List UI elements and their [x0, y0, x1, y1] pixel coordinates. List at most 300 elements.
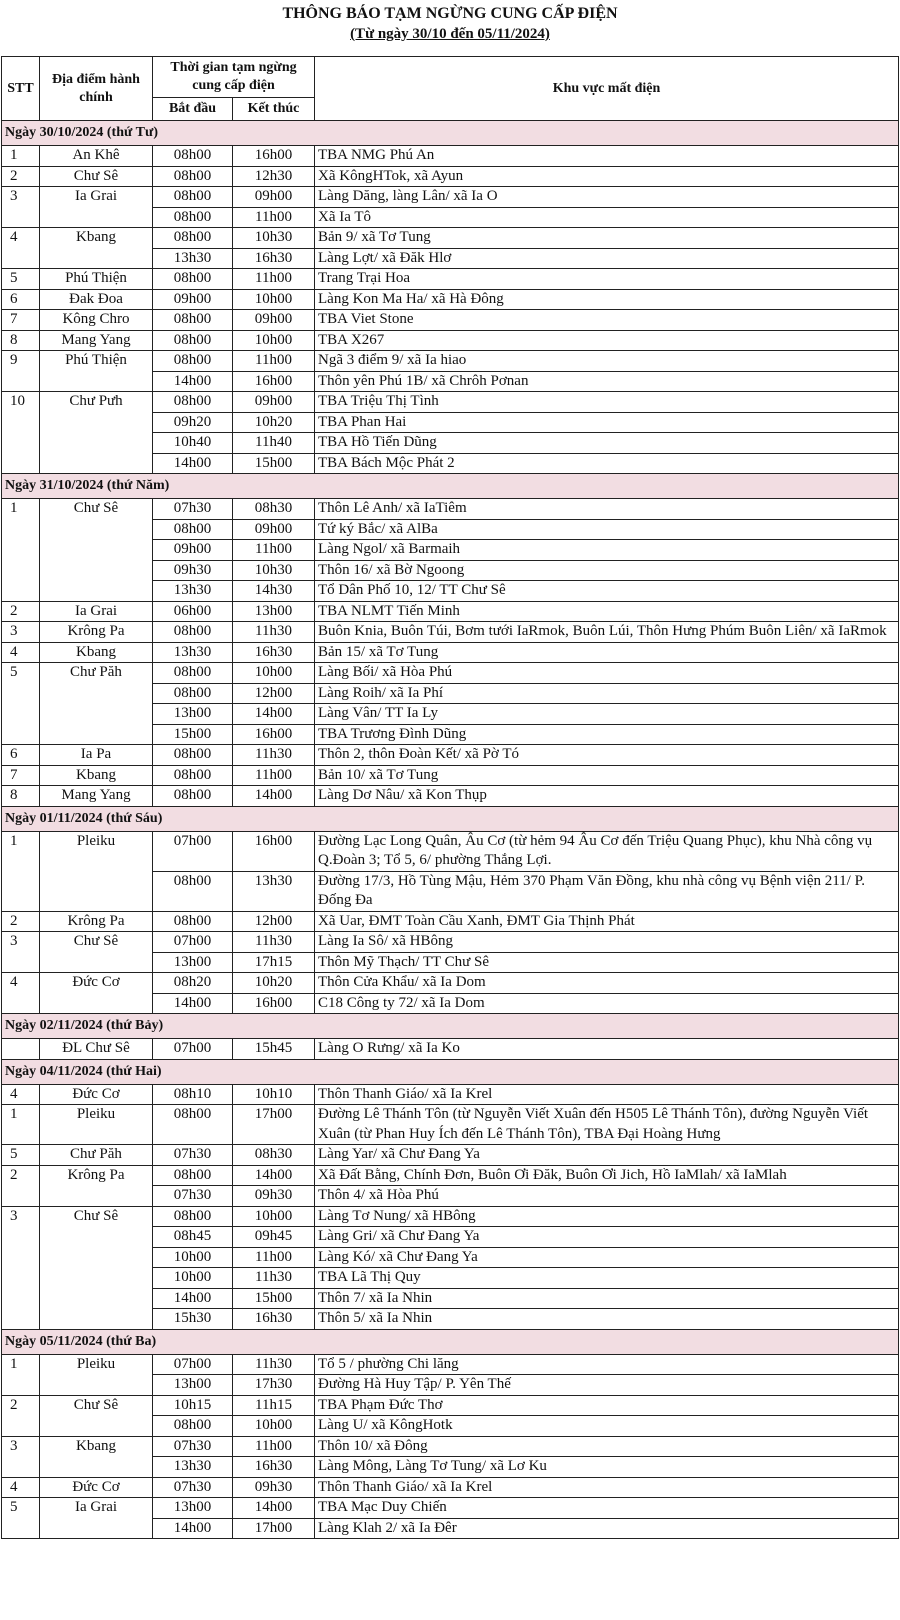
- area-cell: Làng Dơ Nâu/ xã Kon Thụp: [315, 786, 899, 807]
- notice-subtitle: [0, 24, 900, 44]
- end-time-cell: 16h30: [233, 1457, 315, 1478]
- stt-cell: 1: [2, 1105, 40, 1145]
- end-time-cell: 11h30: [233, 622, 315, 643]
- stt-cell: [2, 453, 40, 474]
- end-time-cell: 10h10: [233, 1084, 315, 1105]
- table-row: [2, 663, 899, 684]
- start-time-cell: 08h00: [153, 519, 233, 540]
- location-cell: Đức Cơ: [40, 1477, 153, 1498]
- location-cell: Krông Pa: [40, 911, 153, 932]
- location-cell: [40, 560, 153, 581]
- header-row: [2, 57, 899, 98]
- table-row: [2, 187, 899, 208]
- stt-cell: [2, 1518, 40, 1539]
- start-time-cell: 09h00: [153, 289, 233, 310]
- stt-cell: [2, 871, 40, 911]
- start-time-cell: 08h00: [153, 745, 233, 766]
- table-row: [2, 1309, 899, 1330]
- start-time-cell: 07h30: [153, 1186, 233, 1207]
- header-end: Kết thúc: [233, 98, 315, 121]
- area-cell: TBA Phạm Đức Thơ: [315, 1395, 899, 1416]
- location-cell: Chư Sê: [40, 166, 153, 187]
- stt-cell: 2: [2, 166, 40, 187]
- table-row: [2, 499, 899, 520]
- stt-cell: [2, 704, 40, 725]
- start-time-cell: 10h00: [153, 1268, 233, 1289]
- area-cell: Ngã 3 điểm 9/ xã Ia hiao: [315, 351, 899, 372]
- end-time-cell: 10h20: [233, 412, 315, 433]
- table-row: [2, 724, 899, 745]
- location-cell: [40, 581, 153, 602]
- start-time-cell: 08h00: [153, 269, 233, 290]
- stt-cell: 1: [2, 831, 40, 871]
- stt-cell: [2, 581, 40, 602]
- stt-cell: 3: [2, 187, 40, 208]
- area-cell: Bản 15/ xã Tơ Tung: [315, 642, 899, 663]
- stt-cell: [2, 1416, 40, 1437]
- start-time-cell: 14h00: [153, 993, 233, 1014]
- end-time-cell: 14h00: [233, 786, 315, 807]
- stt-cell: 4: [2, 1477, 40, 1498]
- location-cell: [40, 1457, 153, 1478]
- table-row: [2, 1498, 899, 1519]
- start-time-cell: 08h00: [153, 786, 233, 807]
- stt-cell: [2, 207, 40, 228]
- start-time-cell: 08h10: [153, 1084, 233, 1105]
- day-label: Ngày 04/11/2024 (thứ Hai): [2, 1059, 899, 1084]
- day-header-row: [2, 1329, 899, 1354]
- day-header-row: [2, 806, 899, 831]
- location-cell: Chư Sê: [40, 1206, 153, 1227]
- stt-cell: 3: [2, 932, 40, 953]
- start-time-cell: 13h00: [153, 952, 233, 973]
- start-time-cell: 08h00: [153, 207, 233, 228]
- table-row: [2, 1436, 899, 1457]
- table-row: [2, 412, 899, 433]
- end-time-cell: 08h30: [233, 1145, 315, 1166]
- start-time-cell: 10h15: [153, 1395, 233, 1416]
- stt-cell: 8: [2, 786, 40, 807]
- table-row: [2, 392, 899, 413]
- stt-cell: [2, 1268, 40, 1289]
- table-row: [2, 1247, 899, 1268]
- day-header-row: [2, 1014, 899, 1039]
- location-cell: [40, 704, 153, 725]
- end-time-cell: 12h00: [233, 911, 315, 932]
- location-cell: [40, 993, 153, 1014]
- end-time-cell: 11h00: [233, 1247, 315, 1268]
- end-time-cell: 14h00: [233, 704, 315, 725]
- table-row: [2, 351, 899, 372]
- start-time-cell: 07h30: [153, 1477, 233, 1498]
- end-time-cell: 10h30: [233, 560, 315, 581]
- location-cell: Ia Pa: [40, 745, 153, 766]
- table-row: [2, 540, 899, 561]
- header-location: Địa điểm hành chính: [40, 57, 153, 121]
- area-cell: Làng Mông, Làng Tơ Tung/ xã Lơ Ku: [315, 1457, 899, 1478]
- start-time-cell: 13h30: [153, 248, 233, 269]
- area-cell: Đường Hà Huy Tập/ P. Yên Thế: [315, 1375, 899, 1396]
- start-time-cell: 15h00: [153, 724, 233, 745]
- start-time-cell: 13h30: [153, 581, 233, 602]
- area-cell: TBA Trương Đình Dũng: [315, 724, 899, 745]
- stt-cell: 4: [2, 973, 40, 994]
- location-cell: Ia Grai: [40, 187, 153, 208]
- area-cell: Làng Lợt/ xã Đăk Hlơ: [315, 248, 899, 269]
- table-row: [2, 704, 899, 725]
- end-time-cell: 09h00: [233, 187, 315, 208]
- header-start: Bắt đầu: [153, 98, 233, 121]
- end-time-cell: 13h00: [233, 601, 315, 622]
- location-cell: Chư Sê: [40, 499, 153, 520]
- date-range: (Từ ngày 30/10 đến 05/11/2024): [350, 26, 550, 42]
- start-time-cell: 09h00: [153, 540, 233, 561]
- location-cell: [40, 412, 153, 433]
- end-time-cell: 16h00: [233, 831, 315, 871]
- stt-cell: 5: [2, 663, 40, 684]
- end-time-cell: 17h30: [233, 1375, 315, 1396]
- stt-cell: 5: [2, 1498, 40, 1519]
- stt-cell: [2, 1309, 40, 1330]
- table-row: [2, 166, 899, 187]
- location-cell: Chư Sê: [40, 932, 153, 953]
- end-time-cell: 16h00: [233, 724, 315, 745]
- start-time-cell: 08h00: [153, 1206, 233, 1227]
- area-cell: Làng Gri/ xã Chư Đang Ya: [315, 1227, 899, 1248]
- day-label: Ngày 30/10/2024 (thứ Tư): [2, 121, 899, 146]
- stt-cell: 4: [2, 228, 40, 249]
- area-cell: Làng U/ xã KôngHotk: [315, 1416, 899, 1437]
- area-cell: Thôn Thanh Giáo/ xã Ia Krel: [315, 1084, 899, 1105]
- stt-cell: [2, 1227, 40, 1248]
- location-cell: [40, 683, 153, 704]
- area-cell: Làng Klah 2/ xã Ia Đêr: [315, 1518, 899, 1539]
- location-cell: [40, 1309, 153, 1330]
- area-cell: Thôn 7/ xã Ia Nhin: [315, 1288, 899, 1309]
- location-cell: [40, 724, 153, 745]
- table-body: [2, 121, 899, 1539]
- area-cell: Đường Lạc Long Quân, Âu Cơ (từ hẻm 94 Âu Cơ đến Triệu Quang Phục), khu Nhà công vụ Q.Đoàn 3; Tổ 5, 6/ phường Thắng Lợi.: [315, 831, 899, 871]
- start-time-cell: 08h00: [153, 392, 233, 413]
- stt-cell: 3: [2, 1436, 40, 1457]
- end-time-cell: 13h30: [233, 871, 315, 911]
- start-time-cell: 08h00: [153, 1105, 233, 1145]
- location-cell: [40, 248, 153, 269]
- start-time-cell: 08h00: [153, 351, 233, 372]
- end-time-cell: 16h30: [233, 1309, 315, 1330]
- start-time-cell: 10h40: [153, 433, 233, 454]
- start-time-cell: 13h00: [153, 1498, 233, 1519]
- header-time-group: Thời gian tạm ngừng cung cấp điện: [153, 57, 315, 98]
- start-time-cell: 14h00: [153, 453, 233, 474]
- stt-cell: [2, 371, 40, 392]
- table-row: [2, 786, 899, 807]
- end-time-cell: 14h00: [233, 1498, 315, 1519]
- stt-cell: 7: [2, 765, 40, 786]
- stt-cell: 6: [2, 289, 40, 310]
- stt-cell: [2, 1247, 40, 1268]
- area-cell: TBA Lã Thị Quy: [315, 1268, 899, 1289]
- stt-cell: 5: [2, 269, 40, 290]
- stt-cell: 2: [2, 601, 40, 622]
- table-row: [2, 642, 899, 663]
- table-row: [2, 601, 899, 622]
- end-time-cell: 09h00: [233, 392, 315, 413]
- table-row: [2, 911, 899, 932]
- end-time-cell: 15h45: [233, 1039, 315, 1060]
- table-row: [2, 146, 899, 167]
- start-time-cell: 08h00: [153, 1165, 233, 1186]
- area-cell: Thôn 5/ xã Ia Nhin: [315, 1309, 899, 1330]
- location-cell: Chư Păh: [40, 663, 153, 684]
- stt-cell: 6: [2, 745, 40, 766]
- end-time-cell: 11h40: [233, 433, 315, 454]
- end-time-cell: 11h00: [233, 540, 315, 561]
- start-time-cell: 15h30: [153, 1309, 233, 1330]
- day-header-row: [2, 474, 899, 499]
- area-cell: Thôn Lê Anh/ xã IaTiêm: [315, 499, 899, 520]
- location-cell: [40, 1186, 153, 1207]
- location-cell: Mang Yang: [40, 330, 153, 351]
- location-cell: Đak Đoa: [40, 289, 153, 310]
- start-time-cell: 08h00: [153, 146, 233, 167]
- stt-cell: 2: [2, 911, 40, 932]
- end-time-cell: 11h30: [233, 932, 315, 953]
- start-time-cell: 08h00: [153, 683, 233, 704]
- start-time-cell: 08h45: [153, 1227, 233, 1248]
- start-time-cell: 07h30: [153, 1145, 233, 1166]
- location-cell: Pleiku: [40, 1354, 153, 1375]
- stt-cell: 2: [2, 1165, 40, 1186]
- end-time-cell: 17h15: [233, 952, 315, 973]
- stt-cell: 1: [2, 1354, 40, 1375]
- header-stt: STT: [2, 57, 40, 121]
- end-time-cell: 10h00: [233, 1206, 315, 1227]
- area-cell: Xã Uar, ĐMT Toàn Cầu Xanh, ĐMT Gia Thịnh Phát: [315, 911, 899, 932]
- area-cell: Làng Yar/ xã Chư Đang Ya: [315, 1145, 899, 1166]
- table-row: [2, 622, 899, 643]
- start-time-cell: 08h00: [153, 166, 233, 187]
- location-cell: Kông Chro: [40, 310, 153, 331]
- table-row: [2, 932, 899, 953]
- end-time-cell: 15h00: [233, 453, 315, 474]
- end-time-cell: 17h00: [233, 1105, 315, 1145]
- header-area: Khu vực mất điện: [315, 57, 899, 121]
- location-cell: [40, 519, 153, 540]
- area-cell: Buôn Knia, Buôn Túi, Bơm tưới IaRmok, Buôn Lúi, Thôn Hưng Phúm Buôn Liên/ xã IaRmok: [315, 622, 899, 643]
- end-time-cell: 11h30: [233, 1268, 315, 1289]
- table-row: [2, 1084, 899, 1105]
- day-header-row: [2, 121, 899, 146]
- location-cell: Krông Pa: [40, 622, 153, 643]
- stt-cell: [2, 433, 40, 454]
- end-time-cell: 11h30: [233, 745, 315, 766]
- start-time-cell: 07h30: [153, 1436, 233, 1457]
- area-cell: Làng Ngol/ xã Barmaih: [315, 540, 899, 561]
- end-time-cell: 11h00: [233, 207, 315, 228]
- stt-cell: [2, 560, 40, 581]
- area-cell: TBA Triệu Thị Tình: [315, 392, 899, 413]
- table-row: [2, 1268, 899, 1289]
- area-cell: Làng Ia Sô/ xã HBông: [315, 932, 899, 953]
- table-row: [2, 1227, 899, 1248]
- area-cell: TBA NMG Phú An: [315, 146, 899, 167]
- start-time-cell: 07h00: [153, 831, 233, 871]
- area-cell: Thôn yên Phú 1B/ xã Chrôh Pơnan: [315, 371, 899, 392]
- start-time-cell: 09h20: [153, 412, 233, 433]
- area-cell: Xã Ia Tô: [315, 207, 899, 228]
- location-cell: [40, 1416, 153, 1437]
- location-cell: [40, 1247, 153, 1268]
- start-time-cell: 10h00: [153, 1247, 233, 1268]
- table-row: [2, 519, 899, 540]
- end-time-cell: 16h00: [233, 371, 315, 392]
- stt-cell: [2, 248, 40, 269]
- end-time-cell: 11h30: [233, 1354, 315, 1375]
- start-time-cell: 07h00: [153, 1039, 233, 1060]
- end-time-cell: 14h00: [233, 1165, 315, 1186]
- area-cell: C18 Công ty 72/ xã Ia Dom: [315, 993, 899, 1014]
- table-row: [2, 453, 899, 474]
- table-row: [2, 765, 899, 786]
- area-cell: Tổ Dân Phố 10, 12/ TT Chư Sê: [315, 581, 899, 602]
- location-cell: Pleiku: [40, 1105, 153, 1145]
- table-row: [2, 683, 899, 704]
- location-cell: Phú Thiện: [40, 351, 153, 372]
- area-cell: Thôn Mỹ Thạch/ TT Chư Sê: [315, 952, 899, 973]
- start-time-cell: 13h00: [153, 1375, 233, 1396]
- start-time-cell: 08h00: [153, 663, 233, 684]
- area-cell: Làng O Rưng/ xã Ia Ko: [315, 1039, 899, 1060]
- start-time-cell: 06h00: [153, 601, 233, 622]
- start-time-cell: 14h00: [153, 371, 233, 392]
- start-time-cell: 13h30: [153, 1457, 233, 1478]
- location-cell: Phú Thiện: [40, 269, 153, 290]
- location-cell: [40, 540, 153, 561]
- stt-cell: 1: [2, 499, 40, 520]
- end-time-cell: 16h00: [233, 146, 315, 167]
- stt-cell: [2, 683, 40, 704]
- table-row: [2, 1457, 899, 1478]
- table-row: [2, 1206, 899, 1227]
- day-label: Ngày 31/10/2024 (thứ Năm): [2, 474, 899, 499]
- location-cell: [40, 453, 153, 474]
- location-cell: [40, 1268, 153, 1289]
- start-time-cell: 08h00: [153, 871, 233, 911]
- stt-cell: [2, 1457, 40, 1478]
- table-row: [2, 1375, 899, 1396]
- stt-cell: 9: [2, 351, 40, 372]
- area-cell: TBA Hồ Tiến Dũng: [315, 433, 899, 454]
- start-time-cell: 08h00: [153, 330, 233, 351]
- table-row: [2, 1039, 899, 1060]
- stt-cell: [2, 412, 40, 433]
- location-cell: [40, 433, 153, 454]
- location-cell: Chư Pưh: [40, 392, 153, 413]
- area-cell: Làng Roih/ xã Ia Phí: [315, 683, 899, 704]
- table-row: [2, 1354, 899, 1375]
- table-row: [2, 831, 899, 871]
- location-cell: [40, 1518, 153, 1539]
- location-cell: Mang Yang: [40, 786, 153, 807]
- end-time-cell: 17h00: [233, 1518, 315, 1539]
- area-cell: Thôn Thanh Giáo/ xã Ia Krel: [315, 1477, 899, 1498]
- table-row: [2, 289, 899, 310]
- stt-cell: 7: [2, 310, 40, 331]
- start-time-cell: 13h00: [153, 704, 233, 725]
- area-cell: Làng Kó/ xã Chư Đang Ya: [315, 1247, 899, 1268]
- start-time-cell: 14h00: [153, 1518, 233, 1539]
- start-time-cell: 07h00: [153, 932, 233, 953]
- area-cell: Đường Lê Thánh Tôn (từ Nguyễn Viết Xuân đến H505 Lê Thánh Tôn), đường Nguyễn Viết Xuân (từ Phan Huy Ích đến Lê Thánh Tôn), TBA Đại Hoàng Hưng: [315, 1105, 899, 1145]
- end-time-cell: 10h00: [233, 330, 315, 351]
- stt-cell: 3: [2, 622, 40, 643]
- location-cell: [40, 1227, 153, 1248]
- end-time-cell: 10h00: [233, 289, 315, 310]
- location-cell: Ia Grai: [40, 1498, 153, 1519]
- start-time-cell: 08h20: [153, 973, 233, 994]
- end-time-cell: 11h00: [233, 269, 315, 290]
- end-time-cell: 11h00: [233, 1436, 315, 1457]
- table-row: [2, 310, 899, 331]
- stt-cell: [2, 993, 40, 1014]
- table-row: [2, 993, 899, 1014]
- end-time-cell: 10h30: [233, 228, 315, 249]
- table-row: [2, 871, 899, 911]
- stt-cell: [2, 540, 40, 561]
- start-time-cell: 14h00: [153, 1288, 233, 1309]
- end-time-cell: 12h30: [233, 166, 315, 187]
- table-row: [2, 248, 899, 269]
- location-cell: Kbang: [40, 228, 153, 249]
- area-cell: Thôn 10/ xã Đông: [315, 1436, 899, 1457]
- area-cell: TBA Mạc Duy Chiến: [315, 1498, 899, 1519]
- end-time-cell: 10h00: [233, 663, 315, 684]
- table-row: [2, 330, 899, 351]
- stt-cell: 1: [2, 146, 40, 167]
- start-time-cell: 08h00: [153, 911, 233, 932]
- table-row: [2, 228, 899, 249]
- end-time-cell: 12h00: [233, 683, 315, 704]
- table-row: [2, 560, 899, 581]
- outage-table: [1, 56, 899, 1539]
- area-cell: Bản 10/ xã Tơ Tung: [315, 765, 899, 786]
- start-time-cell: 08h00: [153, 187, 233, 208]
- notice-title: THÔNG BÁO TẠM NGỪNG CUNG CẤP ĐIỆN: [282, 5, 618, 22]
- location-cell: Ia Grai: [40, 601, 153, 622]
- location-cell: [40, 952, 153, 973]
- table-row: [2, 1518, 899, 1539]
- table-row: [2, 269, 899, 290]
- stt-cell: 3: [2, 1206, 40, 1227]
- table-row: [2, 952, 899, 973]
- end-time-cell: 16h30: [233, 642, 315, 663]
- location-cell: Kbang: [40, 1436, 153, 1457]
- end-time-cell: 09h00: [233, 310, 315, 331]
- location-cell: [40, 371, 153, 392]
- end-time-cell: 11h00: [233, 765, 315, 786]
- area-cell: Thôn 4/ xã Hòa Phú: [315, 1186, 899, 1207]
- table-row: [2, 1288, 899, 1309]
- table-row: [2, 433, 899, 454]
- stt-cell: [2, 1375, 40, 1396]
- table-row: [2, 1395, 899, 1416]
- area-cell: TBA Viet Stone: [315, 310, 899, 331]
- stt-cell: 5: [2, 1145, 40, 1166]
- end-time-cell: 09h30: [233, 1477, 315, 1498]
- area-cell: Làng Vân/ TT Ia Ly: [315, 704, 899, 725]
- end-time-cell: 16h30: [233, 248, 315, 269]
